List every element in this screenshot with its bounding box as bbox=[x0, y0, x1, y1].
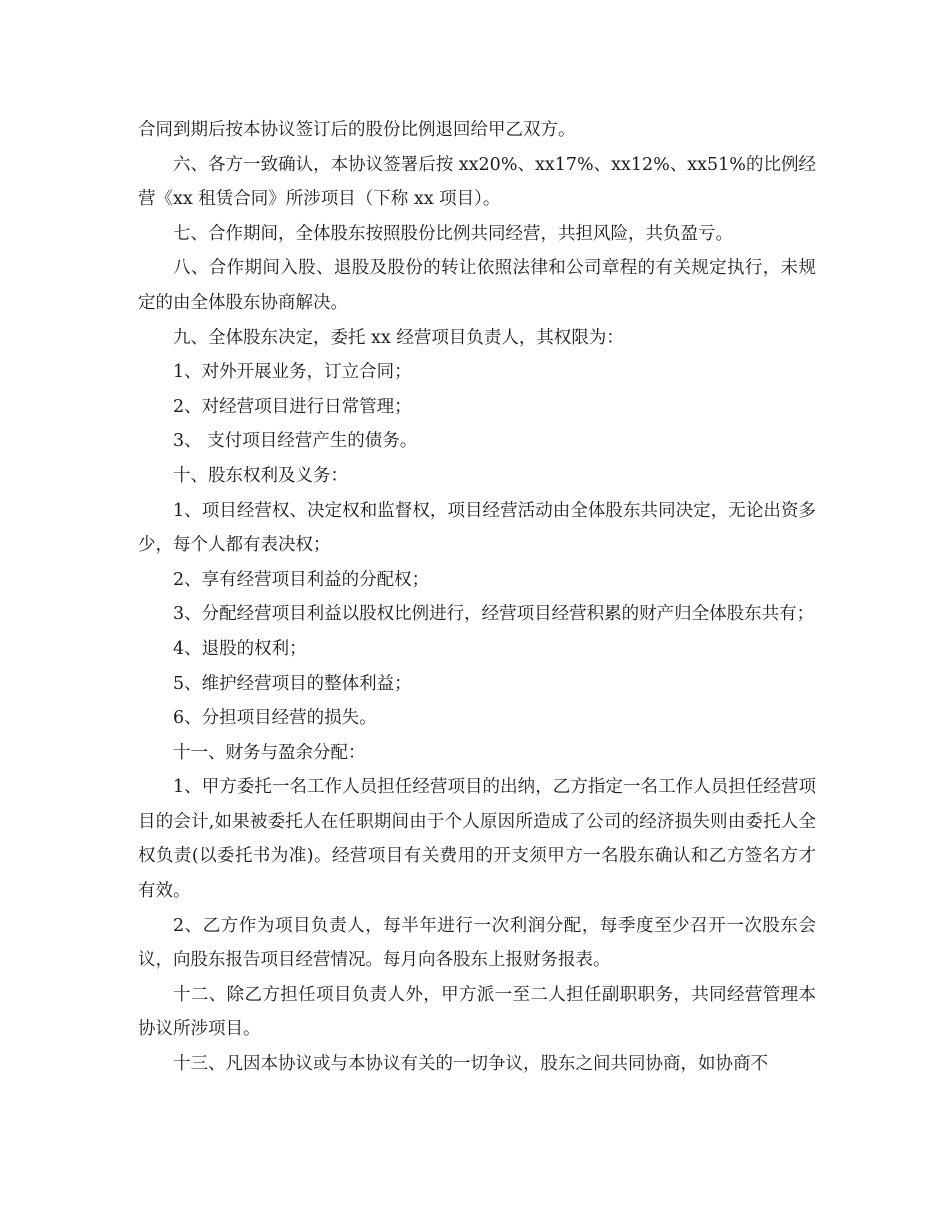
paragraph-clause-10-item-1: 1、项目经营权、决定权和监督权，项目经营活动由全体股东共同决定，无论出资多少，每个人都有表决权； bbox=[138, 500, 816, 556]
paragraph-clause-9-item-1: 1、对外开展业务，订立合同； bbox=[173, 362, 412, 383]
paragraph-clause-11-item-1: 1、甲方委托一名工作人员担任经营项目的出纳，乙方指定一名工作人员担任经营项目的会计,如果被委托人在任职期间由于个人原因所造成了公司的经济损失则由委托人全权负责(以委托书为准)。经营项目有关费用的开支须甲方一名股东确认和乙方签名方才有效。 bbox=[138, 777, 816, 902]
paragraph-clause-13: 十三、凡因本协议或与本协议有关的一切争议，股东之间共同协商，如协商不 bbox=[173, 1054, 768, 1075]
paragraph-clause-10-item-5: 5、维护经营项目的整体利益； bbox=[173, 673, 412, 694]
paragraph-clause-6: 六、各方一致确认，本协议签署后按 xx20%、xx17%、xx12%、xx51%的比例经营《xx 租赁合同》所涉项目（下称 xx 项目）。 bbox=[138, 154, 816, 210]
paragraph-clause-10-item-3: 3、分配经营项目利益以股权比例进行，经营项目经营积累的财产归全体股东共有； bbox=[173, 604, 815, 625]
paragraph-clause-10-item-4: 4、退股的权利； bbox=[173, 638, 307, 659]
paragraph-clause-9-item-2: 2、对经营项目进行日常管理； bbox=[173, 396, 412, 417]
paragraph-clause-10-item-6: 6、分担项目经营的损失。 bbox=[173, 708, 377, 729]
paragraph-clause-10: 十、股东权利及义务： bbox=[173, 465, 348, 486]
paragraph-clause-9: 九、全体股东决定，委托 xx 经营项目负责人，其权限为： bbox=[173, 327, 624, 348]
paragraph-clause-11: 十一、财务与盈余分配： bbox=[173, 742, 366, 763]
paragraph-clause-10-item-2: 2、享有经营项目利益的分配权； bbox=[173, 569, 430, 590]
document-body bbox=[138, 113, 816, 1082]
paragraph-clause-7: 七、合作期间，全体股东按照股份比例共同经营，共担风险，共负盈亏。 bbox=[173, 223, 733, 244]
paragraph-clause-12: 十二、除乙方担任项目负责人外，甲方派一至二人担任副职职务，共同经营管理本协议所涉项目。 bbox=[138, 984, 816, 1040]
paragraph-continuation: 合同到期后按本协议签订后的股份比例退回给甲乙双方。 bbox=[138, 120, 576, 140]
paragraph-clause-9-item-3: 3、 支付项目经营产生的债务。 bbox=[173, 431, 418, 452]
paragraph-clause-8: 八、合作期间入股、退股及股份的转让依照法律和公司章程的有关规定执行，未规定的由全体股东协商解决。 bbox=[138, 258, 816, 313]
paragraph-clause-11-item-2: 2、乙方作为项目负责人，每半年进行一次利润分配，每季度至少召开一次股东会议，向股东报告项目经营情况。每月向各股东上报财务报表。 bbox=[138, 915, 816, 971]
